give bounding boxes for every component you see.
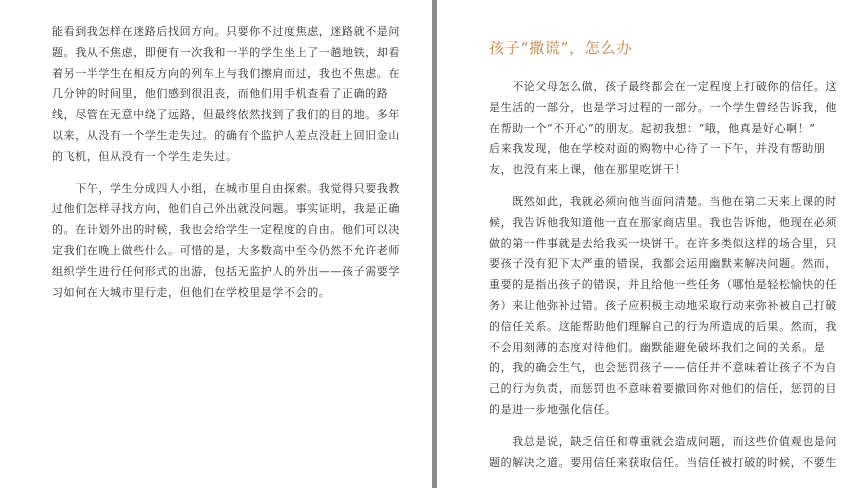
text-line: 定我们在晚上做些什么。可惜的是，大多数高中至今仍然不允许老师 bbox=[52, 243, 400, 257]
text-line: 在帮助一个“不开心”的朋友。起初我想：“哦，他真是好心啊！” bbox=[489, 121, 816, 135]
text-line: 几分钟的时间里，他们感到很沮丧，而他们用手机查看了正确的路 bbox=[52, 87, 389, 101]
text-line: 务）来让他弥补过错。孩子应积极主动地采取行动来弥补被自己打破 bbox=[489, 298, 837, 312]
text-line: 做的第一件事就是去给我买一块饼干。在许多类似这样的场合里，只 bbox=[489, 236, 837, 250]
text-line: 着另一半学生在相反方向的列车上与我们擦肩而过，我也不焦虑。在 bbox=[52, 66, 400, 80]
paragraph-gap bbox=[489, 421, 811, 432]
text-line: 的是进一步地强化信任。 bbox=[489, 402, 617, 416]
text-line: 过他们怎样寻找方向，他们自己外出就没问题。事实证明，我是正确 bbox=[52, 202, 400, 216]
text-line: 我总是说，缺乏信任和尊重就会造成问题，而这些价值观也是问 bbox=[489, 434, 837, 448]
text-line: 重要的是指出孩子的错误，并且给他一些任务（哪怕是轻松愉快的任 bbox=[489, 278, 837, 292]
text-line: 下午，学生分成四人小组，在城市里自由探索。我觉得只要我教 bbox=[52, 181, 400, 195]
text-line: 要孩子没有犯下太严重的错误，我都会运用幽默来解决问题。然而， bbox=[489, 257, 837, 271]
text-line: 是生活的一部分，也是学习过程的一部分。一个学生曾经告诉我，他 bbox=[489, 100, 837, 114]
section-title: 孩子“撒谎”，怎么办 bbox=[489, 39, 633, 57]
text-line: 能看到我怎样在迷路后找回方向。只要你不过度焦虑，迷路就不是问 bbox=[52, 25, 400, 38]
text-line: 既然如此，我就必须向他当面问清楚。当他在第二天来上课的时 bbox=[489, 194, 837, 208]
text-line: 己的行为负责，而惩罚也不意味着要撤回你对他们的信任，惩罚的目 bbox=[489, 382, 837, 396]
text-line: 题。我从不焦虑，即便有一次我和一半的学生坐上了一趟地铁，却看 bbox=[52, 45, 400, 59]
right-page-text bbox=[489, 77, 837, 473]
text-line: 习如何在大城市里行走，但他们在学校里是学不会的。 bbox=[52, 285, 331, 299]
left-page bbox=[0, 0, 432, 488]
text-line: 组织学生进行任何形式的出游，包括无监护人的外出——孩子需要学 bbox=[52, 264, 400, 278]
text-line: 后来我发现，他在学校对面的购物中心待了一下午，并没有帮助朋 bbox=[489, 142, 826, 156]
text-line: 线，尽管在无意中绕了远路，但最终依然找到了我们的目的地。多年 bbox=[52, 108, 400, 122]
text-line: 的，我的确会生气，也会惩罚孩子——信任并不意味着让孩子不为自 bbox=[489, 361, 837, 375]
right-page bbox=[437, 0, 868, 488]
text-line: 的。在计划外出的时候，我也会给学生一定程度的自由。他们可以决 bbox=[52, 223, 400, 237]
paragraph-gap bbox=[489, 181, 811, 192]
paragraph-gap bbox=[52, 168, 388, 179]
text-line: 候，我告诉他我知道他一直在那家商店里。我也告诉他，他现在必须 bbox=[489, 215, 837, 229]
text-line: 不会用刻薄的态度对待他们。幽默能避免破坏我们之间的关系。是 bbox=[489, 340, 826, 354]
left-page-text bbox=[52, 22, 400, 303]
text-line: 以来，从没有一个学生走失过。的确有个监护人差点没赶上回旧金山 bbox=[52, 128, 400, 142]
text-line: 的信任关系。这能帮助他们理解自己的行为所造成的后果。然而，我 bbox=[489, 319, 837, 333]
text-line: 的飞机，但从没有一个学生走失过。 bbox=[52, 149, 238, 163]
text-line: 友，也没有来上课，他在那里吃饼干！ bbox=[489, 163, 687, 177]
text-line: 题的解决之道。要用信任来获取信任。当信任被打破的时候，不要生 bbox=[489, 455, 837, 469]
text-line: 不论父母怎么做，孩子最终都会在一定程度上打破你的信任。这 bbox=[489, 80, 837, 93]
